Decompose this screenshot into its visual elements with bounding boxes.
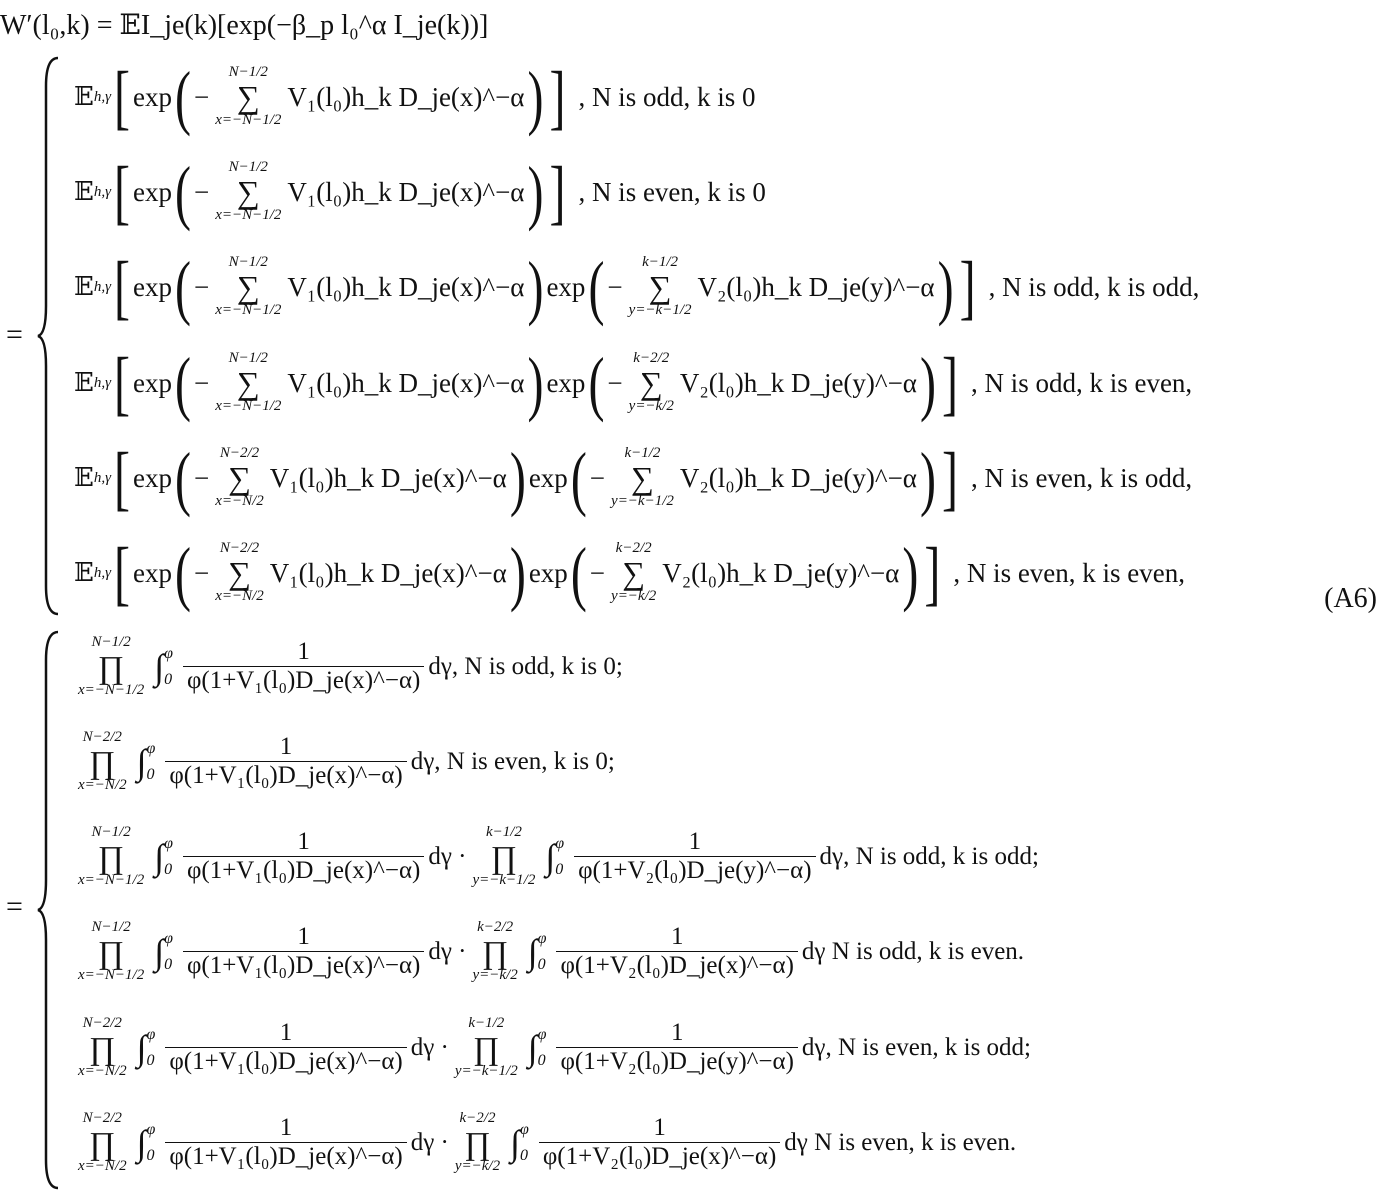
integral-2-limits: [555, 831, 564, 882]
integral-1-upper: φ: [146, 1121, 156, 1139]
sum-x-lower: x=−N−1/2: [215, 398, 282, 414]
sum-x-upper: N−1/2: [228, 350, 268, 367]
equation-header: W′(l₀,k) = 𝔼I_je(k)[exp(−β_p l₀^α I_je(k))]: [0, 10, 489, 41]
integral-2-lower: 0: [555, 861, 564, 878]
minus-sign: −: [193, 367, 210, 398]
prod-x-symbol: ∏: [97, 839, 125, 875]
term-v1: V₁(l₀)h_k D_je(x)^−α: [287, 176, 525, 207]
fraction-1-denominator: φ(1+V₁(l₀)D_je(x)^−α): [183, 951, 424, 981]
open-bracket: [: [114, 533, 130, 613]
integral-1-lower: 0: [146, 1147, 155, 1164]
expectation-row: [74, 338, 1192, 428]
expectation-subscript: h,γ: [93, 469, 111, 486]
integral-1-limits: [164, 831, 173, 882]
minus-sign: −: [589, 462, 606, 493]
fraction-1-numerator: 1: [297, 828, 310, 856]
fraction-1-numerator: 1: [279, 1114, 293, 1142]
prod-y-upper: k−1/2: [485, 824, 522, 841]
expectation-row: [74, 433, 1192, 523]
prod-x-upper: N−2/2: [82, 1015, 122, 1032]
integral-2-upper: φ: [555, 835, 565, 853]
fraction-1: [183, 638, 424, 695]
fraction-2-numerator: 1: [670, 1019, 684, 1047]
minus-sign: −: [193, 557, 210, 588]
fraction-1-numerator: 1: [297, 638, 310, 666]
sum-y-symbol: ∑: [622, 555, 646, 591]
equation-tag: (A6): [1324, 583, 1377, 614]
close-paren: ): [527, 247, 544, 327]
sum-x-upper: N−2/2: [219, 540, 260, 557]
sum-x-symbol: ∑: [236, 174, 260, 210]
prod-x-lower: x=−N−1/2: [78, 967, 145, 983]
exp-label: exp: [132, 271, 172, 302]
case-condition: dγ, N is odd, k is odd;: [819, 843, 1039, 870]
term-v1: V₁(l₀)h_k D_je(x)^−α: [287, 367, 525, 398]
product-row: [72, 717, 615, 807]
fraction-2-numerator: 1: [653, 1114, 666, 1142]
integral-1-symbol: ∫: [154, 932, 165, 972]
case-condition: dγ, N is odd, k is 0;: [428, 653, 623, 680]
case-condition: dγ, N is even, k is 0;: [410, 748, 615, 775]
case-condition: dγ N is odd, k is even.: [801, 938, 1025, 965]
case-condition: dγ N is even, k is even.: [784, 1129, 1017, 1156]
prod-x-symbol: ∏: [97, 934, 125, 970]
integral-2-lower: 0: [537, 956, 546, 973]
dgamma-dot: dγ ·: [428, 938, 467, 965]
sum-y-lower: y=−k−1/2: [628, 302, 692, 318]
expectation-subscript: h,γ: [93, 183, 111, 200]
integral-1-limits: [164, 926, 173, 977]
exp-label: exp: [132, 81, 172, 112]
sum-x-upper: N−1/2: [228, 64, 268, 81]
close-bracket: ]: [549, 57, 566, 137]
integral-1-symbol: ∫: [154, 647, 165, 687]
close-paren: ): [509, 438, 526, 518]
fraction-2-denominator: φ(1+V₂(l₀)D_je(x)^−α): [539, 1142, 780, 1172]
close-paren: ): [527, 343, 544, 423]
case-condition: , N is odd, k is even,: [970, 367, 1193, 398]
prod-x-symbol: ∏: [89, 744, 116, 780]
sum-y: [611, 446, 674, 510]
expectation-symbol: 𝔼: [74, 558, 94, 588]
fraction-1-numerator: 1: [297, 923, 310, 951]
integral-1-limits: [146, 736, 155, 787]
term-v1: V₁(l₀)h_k D_je(x)^−α: [287, 271, 525, 302]
prod-y: [473, 825, 536, 889]
integral-1-upper: φ: [164, 645, 173, 663]
open-paren: (: [174, 438, 191, 518]
prod-x-lower: x=−N/2: [78, 1158, 127, 1174]
term-v2: V₂(l₀)h_k D_je(y)^−α: [679, 367, 917, 398]
prod-x-symbol: ∏: [97, 649, 125, 685]
left-brace-2: [36, 630, 62, 1190]
exp-label: exp: [132, 176, 172, 207]
fraction-1: [165, 1019, 406, 1076]
expectation-symbol: 𝔼: [74, 368, 94, 398]
prod-x: [78, 920, 144, 984]
open-bracket: [: [114, 438, 130, 518]
integral-2-symbol: ∫: [545, 837, 556, 877]
sum-x: [215, 160, 281, 224]
sum-y-lower: y=−k/2: [611, 588, 657, 604]
integral-1-limits: [146, 1117, 155, 1168]
close-paren: ): [527, 152, 544, 232]
sum-y-symbol: ∑: [631, 460, 654, 496]
minus-sign: −: [193, 271, 210, 302]
integral-1-lower: 0: [164, 861, 173, 878]
fraction-1-denominator: φ(1+V₁(l₀)D_je(x)^−α): [165, 1142, 406, 1172]
integral-2-lower: 0: [519, 1147, 528, 1164]
prod-x-lower: x=−N/2: [78, 1063, 127, 1079]
dgamma-dot: dγ ·: [410, 1034, 449, 1061]
integral-2-limits: [520, 1117, 529, 1168]
integral-1-lower: 0: [146, 1052, 155, 1069]
product-row: [72, 1098, 1016, 1188]
integral-2-symbol: ∫: [510, 1123, 520, 1163]
minus-sign: −: [589, 557, 606, 588]
sum-x-upper: N−1/2: [228, 159, 268, 176]
prod-y-lower: y=−k/2: [472, 967, 518, 983]
open-bracket: [: [114, 343, 130, 423]
prod-y-symbol: ∏: [473, 1030, 500, 1066]
open-paren: (: [174, 533, 191, 613]
case-condition: , N is odd, k is odd,: [988, 271, 1200, 302]
expectation-subscript: h,γ: [93, 374, 111, 391]
minus-sign: −: [193, 462, 210, 493]
integral-1-upper: φ: [146, 740, 156, 758]
prod-x-upper: N−1/2: [91, 634, 131, 651]
prod-y-lower: y=−k−1/2: [472, 872, 536, 888]
close-paren: ): [937, 247, 954, 327]
prod-x-lower: x=−N−1/2: [78, 682, 145, 698]
integral-1-limits: [164, 641, 173, 692]
expectation-symbol: 𝔼: [74, 463, 94, 493]
fraction-2: [574, 828, 815, 885]
prod-x: [78, 825, 144, 889]
sum-y-lower: y=−k−1/2: [611, 493, 674, 509]
exp-label: exp: [132, 462, 172, 493]
open-paren: (: [174, 57, 191, 137]
exp-label: exp: [546, 271, 586, 302]
prod-x-upper: N−1/2: [91, 919, 131, 936]
fraction-1-denominator: φ(1+V₁(l₀)D_je(x)^−α): [165, 761, 406, 791]
integral-2-upper: φ: [537, 1026, 547, 1044]
open-paren: (: [174, 343, 191, 423]
sum-x: [215, 541, 264, 605]
minus-sign: −: [193, 176, 210, 207]
prod-x-upper: N−1/2: [91, 824, 131, 841]
sum-x: [215, 446, 264, 510]
term-v2: V₂(l₀)h_k D_je(y)^−α: [697, 271, 935, 302]
integral-1-symbol: ∫: [136, 1123, 147, 1163]
dgamma-dot: dγ ·: [410, 1129, 449, 1156]
prod-y: [455, 1016, 518, 1080]
prod-x-symbol: ∏: [89, 1030, 116, 1066]
integral-2-limits: [538, 926, 547, 977]
integral-1-symbol: ∫: [136, 1028, 147, 1068]
fraction-1: [183, 828, 424, 885]
open-paren: (: [588, 343, 605, 423]
expectation-subscript: h,γ: [93, 88, 111, 105]
product-row: [72, 812, 1039, 902]
product-row: [72, 622, 623, 712]
close-paren: ): [919, 438, 936, 518]
prod-x: [78, 1016, 127, 1080]
expectation-symbol: 𝔼: [74, 272, 94, 302]
product-row: [72, 1003, 1031, 1093]
close-bracket: ]: [941, 343, 958, 423]
integral-2-symbol: ∫: [527, 1028, 538, 1068]
prod-x-upper: N−2/2: [82, 1110, 122, 1127]
prod-y-upper: k−2/2: [459, 1110, 496, 1127]
fraction-2: [556, 1019, 797, 1076]
close-bracket: ]: [959, 247, 976, 327]
fraction-2-denominator: φ(1+V₂(l₀)D_je(y)^−α): [574, 856, 815, 886]
prod-y: [473, 920, 518, 984]
expectation-row: [74, 528, 1185, 618]
close-paren: ): [527, 57, 544, 137]
expectation-symbol: 𝔼: [74, 177, 94, 207]
fraction-1: [183, 923, 424, 980]
sum-x-symbol: ∑: [236, 365, 260, 401]
case-condition: , N is even, k is odd,: [970, 462, 1193, 493]
open-paren: (: [570, 438, 587, 518]
integral-1-upper: φ: [146, 1026, 156, 1044]
prod-x: [78, 635, 144, 699]
fraction-1-denominator: φ(1+V₁(l₀)D_je(x)^−α): [165, 1047, 406, 1077]
term-v2: V₂(l₀)h_k D_je(y)^−α: [679, 462, 917, 493]
fraction-1-numerator: 1: [279, 733, 293, 761]
prod-y-symbol: ∏: [464, 1125, 491, 1161]
fraction-2: [556, 923, 797, 980]
sum-y-upper: k−1/2: [624, 445, 661, 462]
fraction-1: [165, 733, 406, 790]
term-v1: V₁(l₀)h_k D_je(x)^−α: [269, 462, 507, 493]
sum-x-lower: x=−N−1/2: [215, 207, 282, 223]
sum-x: [215, 255, 281, 319]
prod-x: [78, 730, 127, 794]
prod-x: [78, 1111, 127, 1175]
expectation-row: [74, 242, 1199, 332]
sum-x-symbol: ∑: [236, 269, 260, 305]
prod-y-upper: k−1/2: [468, 1015, 505, 1032]
integral-2-symbol: ∫: [527, 932, 538, 972]
term-v1: V₁(l₀)h_k D_je(x)^−α: [287, 81, 525, 112]
dgamma-dot: dγ ·: [428, 843, 467, 870]
sum-y-lower: y=−k/2: [628, 398, 674, 414]
exp-label: exp: [132, 557, 172, 588]
sum-x: [215, 351, 281, 415]
minus-sign: −: [607, 367, 623, 398]
fraction-1-denominator: φ(1+V₁(l₀)D_je(x)^−α): [183, 856, 424, 886]
prod-x-lower: x=−N/2: [78, 777, 127, 793]
prod-y-symbol: ∏: [481, 934, 509, 970]
close-bracket: ]: [549, 152, 566, 232]
open-paren: (: [174, 247, 191, 327]
prod-y-lower: y=−k−1/2: [454, 1063, 518, 1079]
close-bracket: ]: [924, 533, 941, 613]
prod-x-lower: x=−N−1/2: [78, 872, 145, 888]
term-v1: V₁(l₀)h_k D_je(x)^−α: [269, 557, 507, 588]
left-brace-1: [36, 56, 62, 616]
integral-1-upper: φ: [164, 835, 173, 853]
exp-label: exp: [528, 462, 568, 493]
fraction-2-numerator: 1: [688, 828, 702, 856]
case-condition: dγ, N is even, k is odd;: [801, 1034, 1031, 1061]
sum-y: [629, 351, 674, 415]
minus-sign: −: [193, 81, 210, 112]
sum-y-upper: k−2/2: [633, 350, 670, 367]
fraction-2-numerator: 1: [670, 923, 684, 951]
integral-1-lower: 0: [164, 671, 173, 688]
sum-x-upper: N−2/2: [219, 445, 260, 462]
open-paren: (: [588, 247, 605, 327]
fraction-1-numerator: 1: [279, 1019, 293, 1047]
sum-x-lower: x=−N/2: [215, 493, 264, 509]
expectation-row: [74, 147, 766, 237]
close-paren: ): [902, 533, 919, 613]
integral-2-upper: φ: [519, 1121, 529, 1139]
fraction-2: [539, 1114, 780, 1171]
case-condition: , N is even, k is 0: [578, 176, 766, 207]
sum-x-symbol: ∑: [228, 460, 251, 496]
open-bracket: [: [114, 57, 130, 137]
term-v2: V₂(l₀)h_k D_je(y)^−α: [662, 557, 900, 588]
prod-x-symbol: ∏: [89, 1125, 116, 1161]
exp-label: exp: [528, 557, 568, 588]
sum-x-symbol: ∑: [228, 555, 251, 591]
open-paren: (: [174, 152, 191, 232]
integral-1-lower: 0: [164, 956, 173, 973]
sum-y: [611, 541, 656, 605]
sum-y-upper: k−2/2: [615, 540, 652, 557]
product-row: [72, 907, 1024, 997]
close-bracket: ]: [941, 438, 958, 518]
prod-y-upper: k−2/2: [477, 919, 514, 936]
expectation-subscript: h,γ: [93, 564, 111, 581]
sum-x-upper: N−1/2: [228, 254, 268, 271]
integral-1-upper: φ: [164, 930, 173, 948]
sum-y: [629, 255, 692, 319]
exp-label: exp: [546, 367, 586, 398]
fraction-1: [165, 1114, 406, 1171]
integral-1-symbol: ∫: [154, 837, 165, 877]
integral-2-limits: [538, 1022, 547, 1073]
integral-1-limits: [146, 1022, 155, 1073]
fraction-2-denominator: φ(1+V₂(l₀)D_je(x)^−α): [556, 951, 797, 981]
case-condition: , N is odd, k is 0: [578, 81, 756, 112]
integral-1-lower: 0: [146, 766, 155, 783]
close-paren: ): [919, 343, 936, 423]
open-paren: (: [570, 533, 587, 613]
case-condition: , N is even, k is even,: [953, 557, 1186, 588]
sum-y-upper: k−1/2: [642, 254, 679, 271]
sum-x-lower: x=−N−1/2: [215, 302, 282, 318]
expectation-symbol: 𝔼: [74, 82, 94, 112]
prod-y-lower: y=−k/2: [454, 1158, 501, 1174]
integral-2-upper: φ: [537, 930, 547, 948]
integral-2-lower: 0: [537, 1052, 546, 1069]
open-bracket: [: [114, 152, 130, 232]
sum-x-lower: x=−N−1/2: [215, 112, 282, 128]
exp-label: exp: [132, 367, 172, 398]
prod-y: [455, 1111, 500, 1175]
fraction-1-denominator: φ(1+V₁(l₀)D_je(x)^−α): [183, 666, 424, 696]
sum-y-symbol: ∑: [639, 365, 663, 401]
fraction-2-denominator: φ(1+V₂(l₀)D_je(y)^−α): [556, 1047, 797, 1077]
sum-x-lower: x=−N/2: [215, 588, 264, 604]
equals-sign-2: =: [6, 890, 23, 923]
sum-x: [215, 65, 281, 129]
prod-y-symbol: ∏: [490, 839, 518, 875]
open-bracket: [: [114, 247, 130, 327]
minus-sign: −: [607, 271, 623, 302]
equals-sign-1: =: [6, 318, 23, 351]
expectation-subscript: h,γ: [93, 278, 111, 295]
prod-x-upper: N−2/2: [82, 729, 122, 746]
integral-1-symbol: ∫: [136, 742, 147, 782]
close-paren: ): [509, 533, 526, 613]
sum-y-symbol: ∑: [648, 269, 672, 305]
expectation-row: [74, 52, 755, 142]
sum-x-symbol: ∑: [236, 79, 260, 115]
